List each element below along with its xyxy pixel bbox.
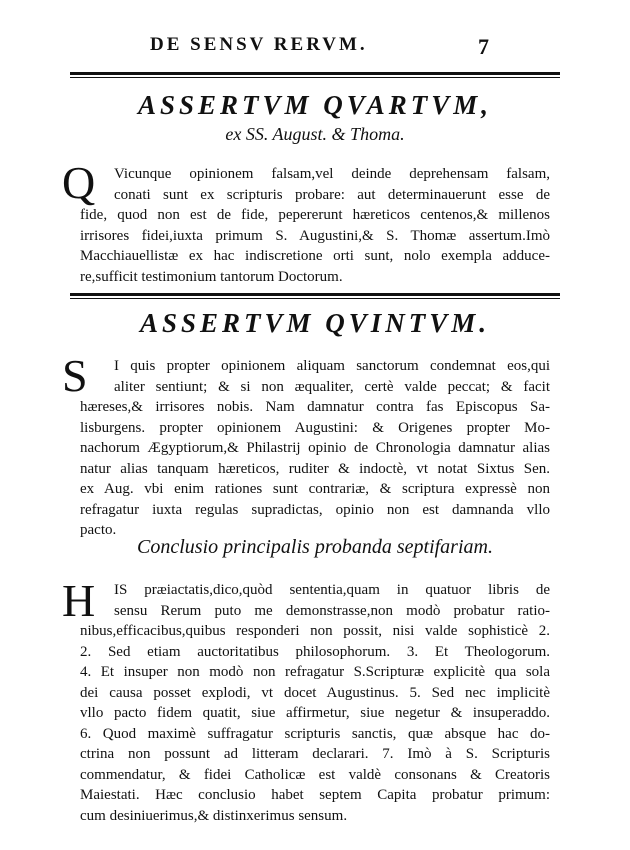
paragraph-quartum: [80, 164, 550, 287]
text-line: I quis propter opinionem aliquam sanctorum condemnat eos,qui: [114, 358, 550, 374]
text-line: pacto.: [80, 522, 117, 538]
paragraph-quintum: [80, 356, 550, 541]
text-line: Maiestati. Hæc conclusio habet septem Capita probatur primum:: [80, 787, 550, 803]
paragraph-conclusio: [80, 580, 550, 826]
text-line: vllo pacto fidem quatit, siue affirmetur, siue negetur & insuperaddo.: [80, 705, 550, 721]
section-rule: [70, 293, 560, 296]
text-line: 6. Quod maximè suffragatur scripturis sanctis, quæ absque hac do-: [80, 725, 550, 742]
header-rule: [70, 72, 560, 75]
section-title-assertum-quintum: ASSERTVM QVINTVM.: [139, 308, 491, 338]
text-line: natur alias tanquam hæreticos, ruditer & indoctè, vt notat Sixtus Sen.: [80, 460, 550, 477]
drop-cap-s: S: [62, 350, 88, 401]
text-line: Macchiauellistæ ex hac indiscretione orti sunt, nolo exempla adduce-: [80, 248, 550, 264]
text-line: commendatur, & fidei Catholicæ est valdè consonans & Creatoris: [80, 766, 550, 783]
header-rule-thin: [70, 77, 560, 78]
text-line: conati sunt ex scripturis probare: aut determinauerunt esse de: [114, 186, 550, 203]
text-line: Vicunque opinionem falsam,vel deinde deprehensam falsam,: [114, 166, 550, 182]
text-line: lisburgens. propter opinionem Augustini: & Origenes propter Mo-: [80, 419, 550, 436]
text-line: IS præiactatis,dico,quòd sententia,quam in quatuor libris de: [114, 582, 550, 598]
text-line: sensu Rerum puto me demonstrasse,non modò probatur ratio-: [114, 602, 550, 619]
text-line: dei causa posset explodi, vt docet Augustinus. 5. Sed nec implicitè: [80, 684, 550, 701]
section-title-assertum-quartum: ASSERTVM QVARTVM,: [137, 90, 493, 120]
drop-cap-q: Q: [62, 157, 96, 208]
text-line: ctrina non possunt ad litteram declarari. 7. Imò à S. Scripturis: [80, 746, 550, 762]
section-subtitle: ex SS. August. & Thoma.: [225, 124, 405, 144]
text-line: 4. Et insuper non modò non refragatur S.Scripturæ explicitè qua sola: [80, 664, 550, 680]
text-line: re,sufficit testimonium tantorum Doctorum.: [80, 268, 343, 285]
text-line: cum desiniuerimus,& distinxerimus sensum.: [80, 807, 348, 824]
text-line: hæreses,& irrisores nobis. Nam damnatur contra fas Episcopus Sa-: [80, 399, 550, 415]
conclusion-title: Conclusio principalis probanda septifariam.: [137, 536, 493, 558]
text-line: aliter sentiunt; & si non æqualiter, certè valde peccat; & facit: [114, 378, 550, 395]
text-line: nachorum Ægyptiorum,& Philastrij opinio de Chronologia damnatur alias: [80, 440, 550, 456]
text-line: fide, quod non est de fide, pepererunt hæreticos centenos,& millenos: [80, 207, 550, 223]
text-line: ex Aug. vbi enim rationes sunt contrariæ, & scriptura expressè non: [80, 481, 550, 497]
text-line: nibus,efficacibus,quibus responderi non possit, nisi valde sophisticè 2.: [80, 623, 550, 639]
text-line: irrisores fidei,iuxta primum S. Augustini,& S. Thomæ assertum.Imò: [80, 227, 550, 244]
text-line: 2. Sed etiam auctoritatibus philosophorum. 3. Et Theologorum.: [80, 643, 550, 660]
running-title: DE SENSV RERVM.: [150, 34, 368, 55]
page-number: 7: [478, 34, 489, 59]
drop-cap-h: H: [62, 575, 96, 626]
section-rule-thin: [70, 298, 560, 299]
text-line: refragatur iuxta regulas supradictas, opinio non est damnanda vllo: [80, 501, 550, 518]
